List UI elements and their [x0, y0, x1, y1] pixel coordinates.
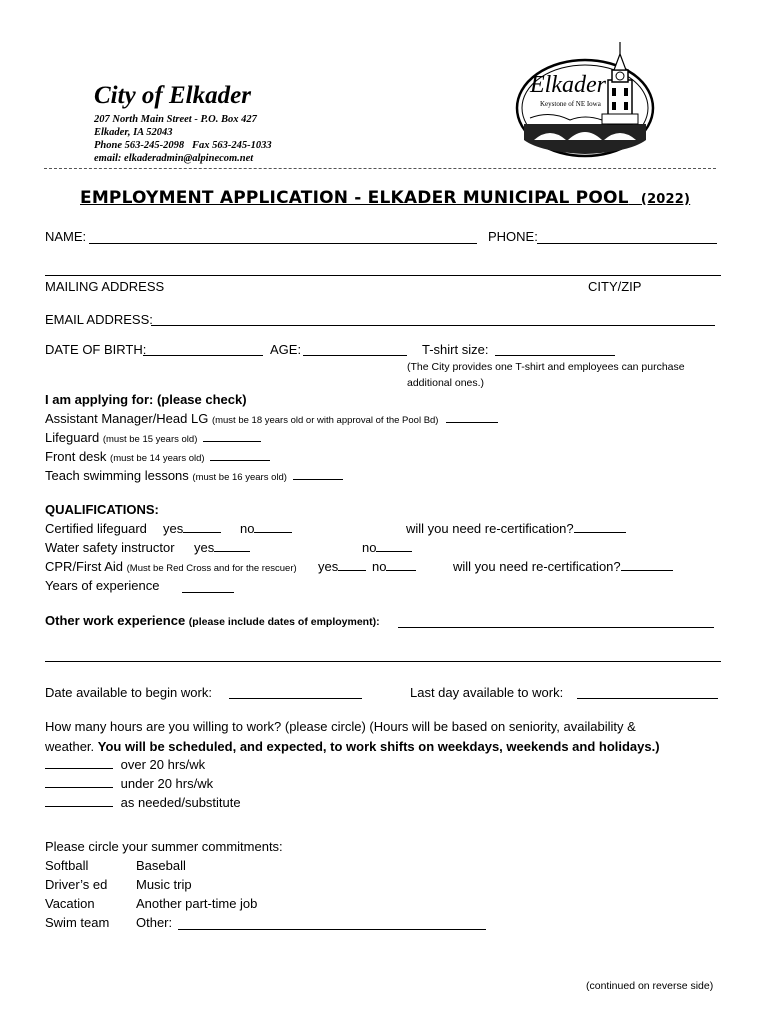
applying-item-lifeguard [45, 430, 261, 445]
applying-item-note: (must be 18 years old or with approval of the Pool Bd) [211, 415, 439, 426]
applying-heading: I am applying for: (please check) [45, 392, 247, 407]
lifeguard-recert-field[interactable] [574, 521, 626, 533]
dob-label: DATE OF BIRTH: [45, 342, 147, 357]
yes-label: yes [194, 540, 215, 555]
cpr-no-field[interactable] [386, 559, 416, 571]
asst-manager-check-field[interactable] [446, 411, 498, 423]
no-label: no [372, 559, 387, 574]
address-line2: Elkader, IA 52043 [94, 127, 173, 138]
age-field[interactable] [303, 355, 407, 356]
applying-item-label: Teach swimming lessons [45, 468, 189, 483]
other-work-note: (please include dates of employment): [188, 616, 380, 628]
applying-item-label: Assistant Manager/Head LG [45, 411, 209, 426]
cpr-row [45, 559, 297, 574]
title-year: (2022) [640, 192, 691, 207]
tshirt-field[interactable] [495, 355, 615, 356]
logo-subtext: Keystone of NE Iowa [540, 100, 601, 108]
water-safety-no-field[interactable] [376, 540, 412, 552]
other-work-row [45, 613, 380, 628]
applying-item-front-desk [45, 449, 270, 464]
org-name: City of Elkader [94, 82, 251, 109]
certified-lifeguard-no [240, 521, 292, 536]
other-work-field[interactable] [398, 627, 714, 628]
certified-lifeguard-label: Certified lifeguard [45, 521, 147, 536]
last-day-field[interactable] [577, 698, 718, 699]
phone-field[interactable] [537, 243, 717, 244]
tshirt-note-line2: additional ones.) [407, 377, 485, 389]
commitment-softball[interactable]: Softball [45, 858, 89, 873]
other-work-label: Other work experience [45, 613, 186, 628]
hours-question-plain: weather. [45, 739, 98, 754]
continued-note: (continued on reverse side) [586, 980, 714, 992]
hours-option-label: as needed/substitute [120, 795, 241, 810]
header-divider [44, 168, 716, 169]
swim-lessons-check-field[interactable] [293, 468, 343, 480]
applying-item-swim-lessons [45, 468, 343, 483]
certified-lifeguard-yes [163, 521, 221, 536]
commitment-other[interactable]: Other: [136, 915, 173, 930]
hours-option-blank[interactable] [45, 795, 113, 807]
qualifications-heading: QUALIFICATIONS: [45, 502, 159, 517]
name-field[interactable] [89, 243, 477, 244]
no-label: no [240, 521, 255, 536]
hours-question-bold: You will be scheduled, and expected, to work shifts on weekdays, weekends and holidays.) [97, 739, 660, 754]
address-line1: 207 North Main Street - P.O. Box 427 [94, 114, 257, 125]
water-safety-label: Water safety instructor [45, 540, 175, 555]
last-day-label: Last day available to work: [410, 685, 564, 700]
city-zip-label: CITY/ZIP [588, 279, 642, 294]
logo-text: Elkader [530, 72, 606, 98]
cpr-recert-field[interactable] [621, 559, 673, 571]
hours-option-as-needed[interactable] [45, 795, 241, 810]
commitments-heading: Please circle your summer commitments: [45, 839, 283, 854]
mailing-address-label: MAILING ADDRESS [45, 279, 165, 294]
applying-item-note: (must be 15 years old) [102, 434, 198, 445]
cpr-no [372, 559, 416, 574]
applying-item-note: (must be 14 years old) [110, 453, 205, 464]
phone-fax: Phone 563-245-2098 Fax 563-245-1033 [94, 140, 272, 151]
hours-question: How many hours are you willing to work? (please circle) (Hours will be based on seniority, availability & [45, 719, 636, 734]
cpr-yes [318, 559, 366, 574]
no-label: no [362, 540, 377, 555]
tshirt-label: T-shirt size: [422, 342, 489, 357]
applying-item-asst-manager [45, 411, 498, 426]
hours-option-blank[interactable] [45, 757, 113, 769]
commitment-other-field[interactable] [178, 929, 486, 930]
lifeguard-recert [406, 521, 626, 536]
applying-item-label: Lifeguard [45, 430, 100, 445]
commitment-music-trip[interactable]: Music trip [136, 877, 192, 892]
dob-field[interactable] [143, 355, 263, 356]
water-safety-no [362, 540, 412, 555]
years-experience-label: Years of experience [45, 578, 160, 593]
cpr-yes-field[interactable] [338, 559, 366, 571]
water-safety-yes [194, 540, 250, 555]
hours-question-line2 [45, 739, 660, 754]
yes-label: yes [163, 521, 184, 536]
front-desk-check-field[interactable] [210, 449, 270, 461]
hours-option-label: under 20 hrs/wk [120, 776, 214, 791]
hours-option-over20[interactable] [45, 757, 205, 772]
water-safety-yes-field[interactable] [214, 540, 250, 552]
date-begin-field[interactable] [229, 698, 362, 699]
commitment-swim-team[interactable]: Swim team [45, 915, 110, 930]
email-field[interactable] [151, 325, 715, 326]
city-logo [510, 40, 670, 160]
name-label: NAME: [45, 229, 87, 244]
recert-label: will you need re-certification? [453, 559, 621, 574]
commitment-baseball[interactable]: Baseball [136, 858, 186, 873]
title-text: EMPLOYMENT APPLICATION - ELKADER MUNICIPAL POOL [80, 188, 629, 208]
applying-item-note: (must be 16 years old) [192, 472, 287, 483]
tshirt-note-line1: (The City provides one T-shirt and employees can purchase [407, 361, 685, 373]
phone-label: PHONE: [488, 229, 538, 244]
commitment-vacation[interactable]: Vacation [45, 896, 95, 911]
other-work-field-2[interactable] [45, 661, 721, 662]
hours-option-label: over 20 hrs/wk [120, 757, 206, 772]
cpr-label: CPR/First Aid [45, 559, 124, 574]
commitment-part-time-job[interactable]: Another part-time job [136, 896, 258, 911]
page-title [80, 188, 690, 208]
age-label: AGE: [270, 342, 302, 357]
email-label: EMAIL ADDRESS: [45, 312, 153, 327]
applying-item-label: Front desk [45, 449, 107, 464]
yes-label: yes [318, 559, 339, 574]
cpr-recert [453, 559, 673, 574]
date-begin-label: Date available to begin work: [45, 685, 212, 700]
hours-option-under20[interactable] [45, 776, 213, 791]
hours-option-blank[interactable] [45, 776, 113, 788]
header-email: email: elkaderadmin@alpinecom.net [94, 153, 254, 164]
lifeguard-check-field[interactable] [203, 430, 261, 442]
certified-lifeguard-yes-field[interactable] [183, 521, 221, 533]
cpr-note: (Must be Red Cross and for the rescuer) [126, 563, 297, 574]
recert-label: will you need re-certification? [406, 521, 574, 536]
certified-lifeguard-no-field[interactable] [254, 521, 292, 533]
years-experience-field[interactable] [182, 592, 234, 593]
commitment-drivers-ed[interactable]: Driver’s ed [45, 877, 108, 892]
mailing-address-field[interactable] [45, 275, 721, 276]
